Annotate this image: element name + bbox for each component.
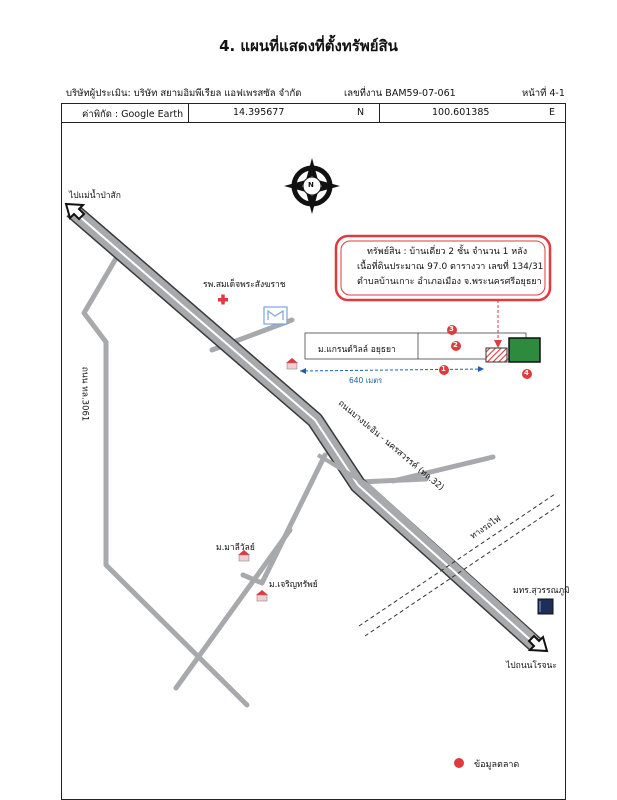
appraiser-company: บริษัทผู้ประเมิน: บริษัท สยามอิมพีเรียล แอฟเพรสซัล จำกัด (66, 88, 302, 99)
university-book-icon (538, 599, 553, 614)
label-railway: ทางรถไฟ (468, 514, 503, 542)
longitude-direction: E (549, 107, 556, 118)
adjacent-building (509, 338, 540, 362)
north-label: N (308, 181, 314, 189)
label-hospital: รพ.สมเด็จพระสังฆราช (203, 280, 286, 290)
page-number: หน้าที่ 4-1 (522, 88, 565, 99)
label-road-left: ถนน ทล.3061 (79, 366, 90, 422)
label-university: มทร.สุวรรณภูมิ (513, 586, 570, 596)
property-line-2: เนื้อที่ดินประมาณ 97.0 ตารางวา เลขที่ 134/31 (357, 262, 544, 272)
building-icon (264, 307, 287, 324)
house-icon-charoen (256, 590, 268, 601)
marker-number-1: 1 (441, 365, 446, 373)
label-distance: 640 เมตร (349, 376, 383, 385)
road-left (84, 255, 247, 705)
label-to-river: ไปแม่น้ำป่าสัก (69, 191, 121, 201)
marker-number-3: 3 (449, 325, 454, 333)
legend-market-label: ข้อมูลตลาด (474, 760, 520, 770)
house-icon-grand (286, 358, 298, 369)
label-village-grand: ม.แกรนด์วิลล์ อยุธยา (318, 345, 396, 355)
property-line-3: ตำบลบ้านเกาะ อำเภอเมือง จ.พระนครศรีอยุธยา (357, 277, 542, 287)
page-title: 4. แผนที่แสดงที่ตั้งทรัพย์สิน (219, 37, 398, 55)
legend-marker-icon (454, 758, 464, 768)
label-village-malee: ม.มาลีวัลย์ (216, 543, 255, 553)
latitude-value: 14.395677 (233, 107, 285, 118)
marker-number-2: 2 (453, 341, 458, 349)
property-description (357, 245, 543, 290)
marker-number-4: 4 (524, 369, 529, 377)
longitude-value: 100.601385 (432, 107, 490, 118)
job-number: เลขที่งาน BAM59-07-061 (344, 88, 456, 99)
distance-arrow (300, 369, 484, 371)
hospital-icon (218, 295, 228, 305)
latitude-direction: N (357, 107, 365, 118)
property-parcel (486, 348, 507, 362)
property-line-1: ทรัพย์สิน : บ้านเดี่ยว 2 ชั้น จำนวน 1 หลัง (367, 247, 528, 257)
road-to-highway-main (243, 455, 325, 583)
coord-label: ค่าพิกัด : Google Earth (82, 109, 184, 120)
label-village-charoen: ม.เจริญทรัพย์ (269, 580, 318, 590)
label-to-rojana: ไปถนนโรจนะ (506, 661, 557, 671)
label-highway: ถนนบางปะอิน - นครสวรรค์ (ทล.32) (335, 398, 446, 493)
